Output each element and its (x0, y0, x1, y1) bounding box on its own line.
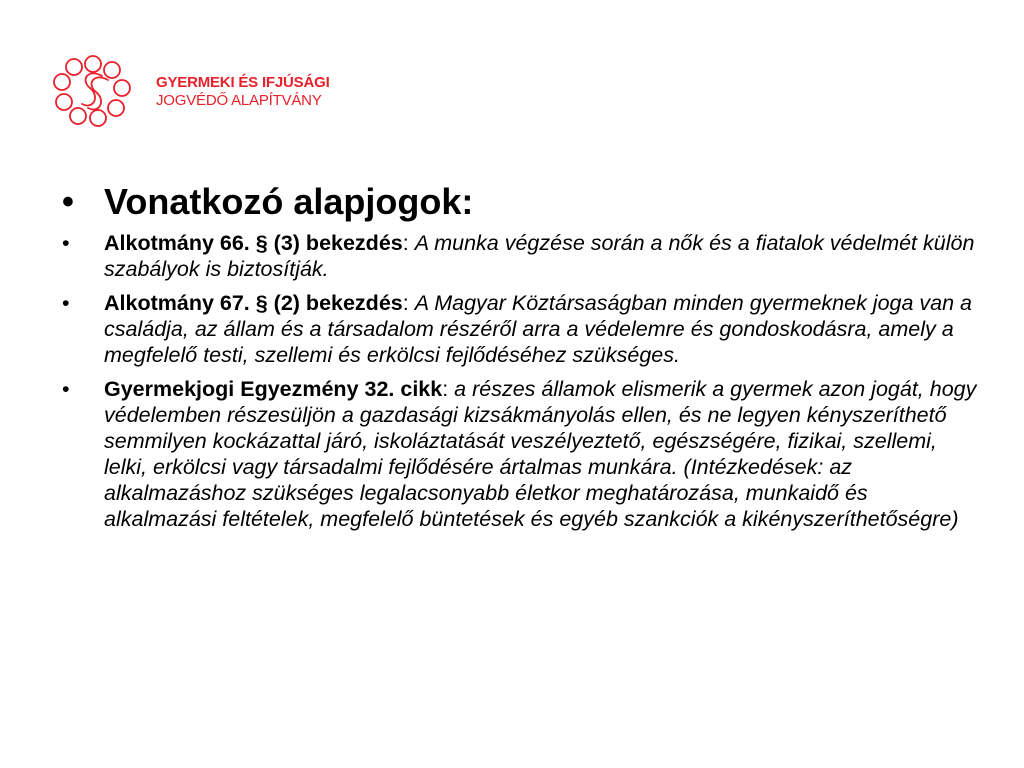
separator: : (442, 377, 455, 401)
list-item (60, 290, 980, 368)
bullet-icon: • (62, 231, 70, 255)
logo-line-2: JOGVÉDŐ ALAPÍTVÁNY (156, 92, 322, 109)
legal-reference: Alkotmány 67. § (2) bekezdés (104, 291, 403, 315)
list-item-body (104, 376, 980, 532)
legal-reference: Gyermekjogi Egyezmény 32. cikk (104, 377, 443, 401)
legal-quote: a részes államok elismerik a gyermek azon jogát, hogy védelemben részesüljön a gazdasági kizsákmányolás ellen, és ne legyen kényszeríthető semmilyen kockázattal járó, iskoláztatását veszélyeztető, egészségére, fizikai, szellemi, lelki, erkölcsi vagy társadalmi fejlődésére ártalmas munkára. (Intézkedések: az alkalmazáshoz szükséges legalacsonyabb életkor meghatározása, munkaidő és alkalmazási feltételek, megfelelő büntetések és egyéb szankciók a kikényszeríthetőségre) (104, 377, 977, 531)
logo-line-1: GYERMEKI ÉS IFJÚSÁGI (156, 74, 330, 91)
heading-text: Vonatkozó alapjogok: (104, 181, 474, 222)
list-item-body (104, 290, 980, 368)
separator: : (402, 291, 415, 315)
swirl-logo-icon (52, 54, 134, 128)
foundation-logo (52, 54, 330, 128)
bullet-icon: • (62, 377, 70, 401)
slide-heading (60, 178, 980, 226)
list-item (60, 376, 980, 532)
slide-content (60, 178, 980, 540)
legal-reference: Alkotmány 66. § (3) bekezdés (104, 231, 403, 255)
list-item-body (104, 230, 980, 282)
legal-quote: A Magyar Köztársaságban minden gyermeknek joga van a családja, az állam és a társadalom részéről arra a védelemre és gondoskodásra, amely a megfelelő testi, szellemi és erkölcsi fejlődéséhez szükséges. (104, 291, 973, 367)
bullet-icon: • (62, 183, 74, 221)
legal-quote: A munka végzése során a nők és a fiatalok védelmét külön szabályok is biztosítják. (104, 231, 975, 281)
logo-wordmark (156, 74, 330, 110)
list-item (60, 230, 980, 282)
bullet-icon: • (62, 291, 70, 315)
separator: : (402, 231, 415, 255)
